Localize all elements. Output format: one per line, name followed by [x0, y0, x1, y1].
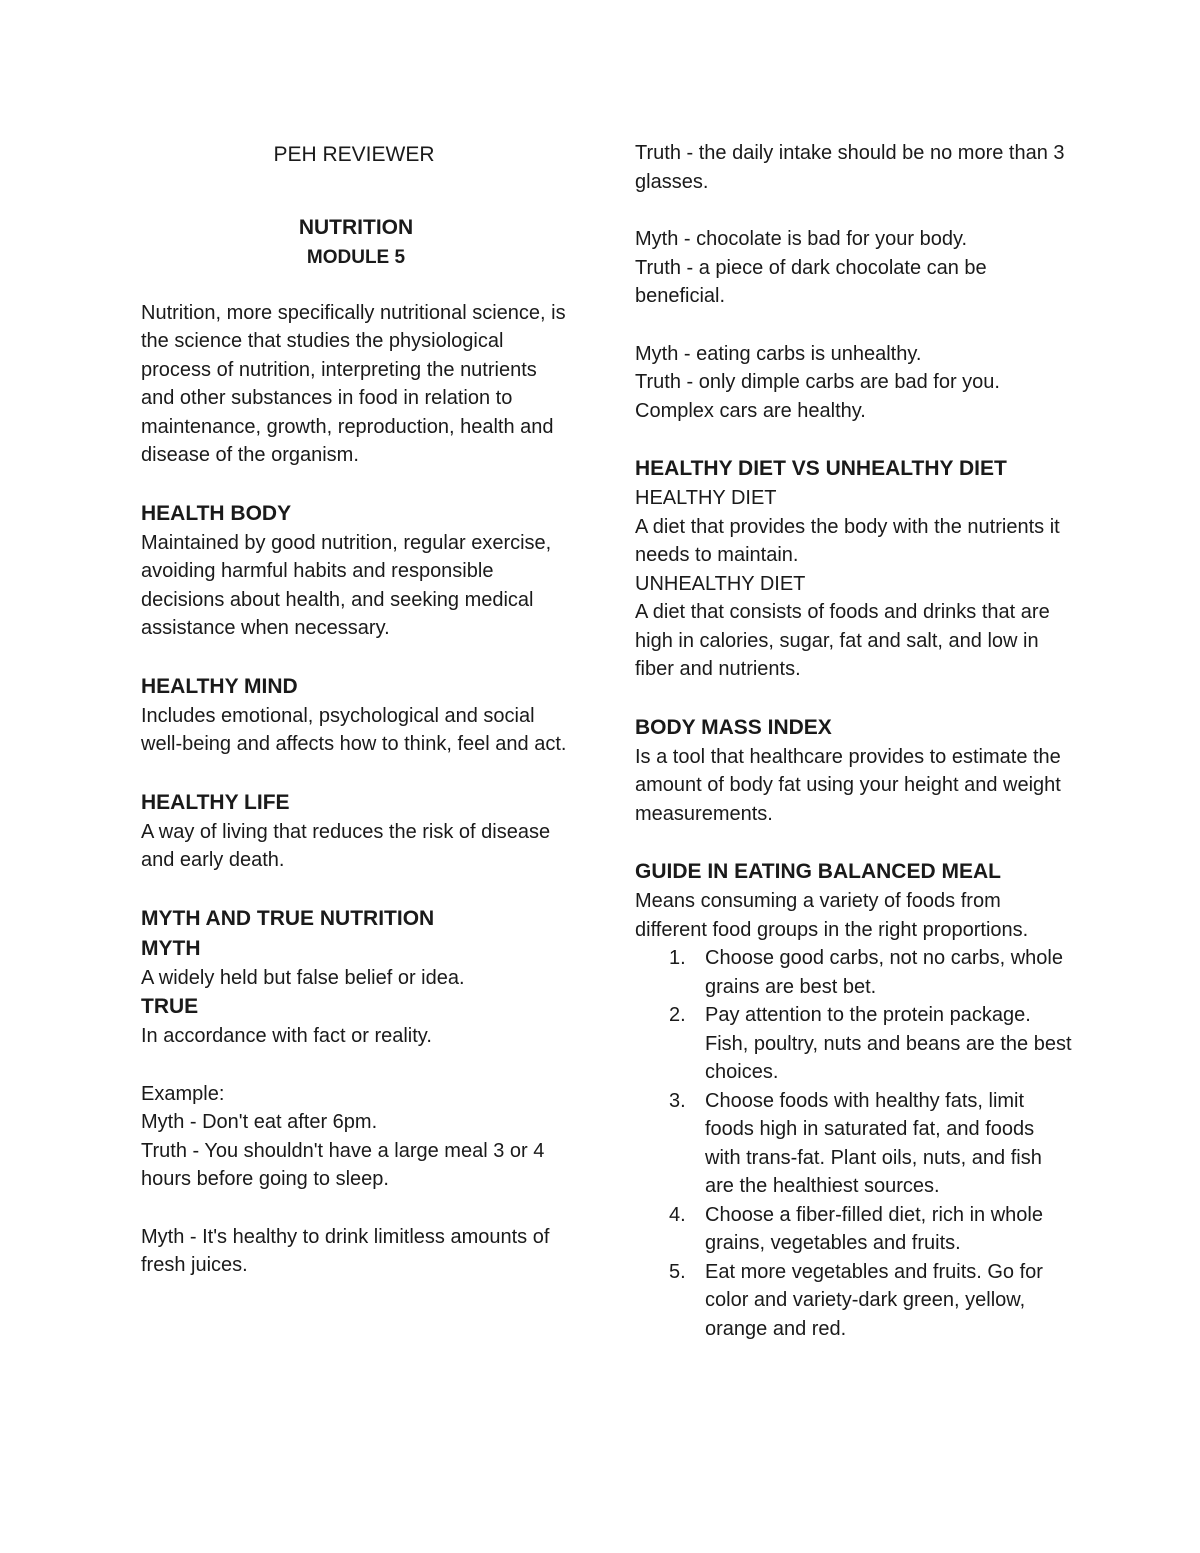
section-heading: HEALTH BODY	[141, 501, 292, 525]
list-text: Choose good carbs, not no carbs, whole grains are best bet.	[705, 947, 1063, 998]
example-truth: Truth - the daily intake should be no more than 3 glasses.	[635, 142, 1065, 193]
list-text: Choose foods with healthy fats, limit foods high in saturated fat, and foods with trans-fat. Plant oils, nuts, and fish are the healthiest sources.	[705, 1089, 1042, 1197]
section-guide	[635, 857, 1075, 1343]
section-heading: HEALTHY DIET VS UNHEALTHY DIET	[635, 457, 1007, 480]
example-myth: Myth - eating carbs is unhealthy.	[635, 342, 922, 365]
section-body: Maintained by good nutrition, regular exercise, avoiding harmful habits and responsible decisions about health, and seeking medical assistance when necessary.	[141, 531, 552, 639]
list-item	[635, 1087, 1075, 1201]
example-truth: Truth - You shouldn't have a large meal 3 or 4 hours before going to sleep.	[141, 1139, 545, 1190]
list-text: Pay attention to the protein package. Fish, poultry, nuts and beans are the best choices.	[705, 1004, 1072, 1083]
section-heading: HEALTHY MIND	[141, 674, 298, 698]
list-item	[635, 1201, 1075, 1258]
module-label: MODULE 5	[306, 246, 406, 268]
myth-label: MYTH	[141, 936, 201, 960]
section-body: Means consuming a variety of foods from different food groups in the right proportions.	[635, 890, 1029, 941]
myth-definition: A widely held but false belief or idea.	[141, 966, 465, 989]
right-column	[635, 139, 1075, 1343]
section-heading: BODY MASS INDEX	[635, 715, 832, 739]
section-body: A way of living that reduces the risk of disease and early death.	[141, 820, 551, 871]
guide-list	[635, 944, 1075, 1343]
list-item	[635, 1001, 1075, 1087]
list-number: 3.	[669, 1089, 686, 1112]
section-heading: MYTH AND TRUE NUTRITION	[141, 906, 435, 930]
section-bmi	[635, 713, 1075, 829]
example-myth: Myth - Don't eat after 6pm.	[141, 1111, 378, 1133]
list-number: 2.	[669, 1004, 686, 1026]
true-definition: In accordance with fact or reality.	[141, 1025, 432, 1047]
page-title: PEH REVIEWER	[273, 143, 435, 166]
section-myth-true	[141, 904, 571, 1280]
section-body: Is a tool that healthcare provides to estimate the amount of body fat using your height and weight measurements.	[635, 745, 1061, 825]
true-label: TRUE	[141, 995, 199, 1018]
list-number: 5.	[669, 1260, 686, 1283]
section-body: Includes emotional, psychological and social well-being and affects how to think, feel and act.	[141, 704, 567, 755]
example-truth: Truth - a piece of dark chocolate can be beneficial.	[635, 256, 987, 307]
left-column	[141, 141, 571, 1280]
list-item	[635, 1258, 1075, 1344]
healthy-diet-label: HEALTHY DIET	[635, 487, 777, 509]
unhealthy-diet-definition: A diet that consists of foods and drinks that are high in calories, sugar, fat and salt, and low in fiber and nutrients.	[635, 601, 1050, 680]
unhealthy-diet-label: UNHEALTHY DIET	[635, 572, 806, 595]
list-item	[635, 944, 1075, 1001]
list-number: 1.	[669, 947, 686, 969]
example-myth: Myth - chocolate is bad for your body.	[635, 228, 968, 250]
section-heading: GUIDE IN EATING BALANCED MEAL	[635, 860, 1001, 883]
section-healthy-life	[141, 788, 571, 875]
intro-paragraph: Nutrition, more specifically nutritional science, is the science that studies the physiological process of nutrition, interpreting the nutrients and other substances in food in relation to maintenance, growth, reproduction, health and disease of the organism.	[141, 301, 566, 466]
example-myth: Myth - It's healthy to drink limitless amounts of fresh juices.	[141, 1225, 550, 1276]
section-heading: HEALTHY LIFE	[141, 790, 290, 814]
section-health-body	[141, 499, 571, 643]
section-diet	[635, 454, 1075, 684]
section-healthy-mind	[141, 672, 571, 759]
example-label: Example:	[141, 1082, 225, 1105]
topic-title: NUTRITION	[298, 215, 414, 239]
example-truth: Truth - only dimple carbs are bad for you. Complex cars are healthy.	[635, 371, 1000, 422]
healthy-diet-definition: A diet that provides the body with the nutrients it needs to maintain.	[635, 515, 1060, 566]
list-text: Choose a fiber-filled diet, rich in whole grains, vegetables and fruits.	[705, 1203, 1043, 1254]
list-number: 4.	[669, 1203, 686, 1226]
list-text: Eat more vegetables and fruits. Go for color and variety-dark green, yellow, orange and red.	[705, 1260, 1043, 1340]
